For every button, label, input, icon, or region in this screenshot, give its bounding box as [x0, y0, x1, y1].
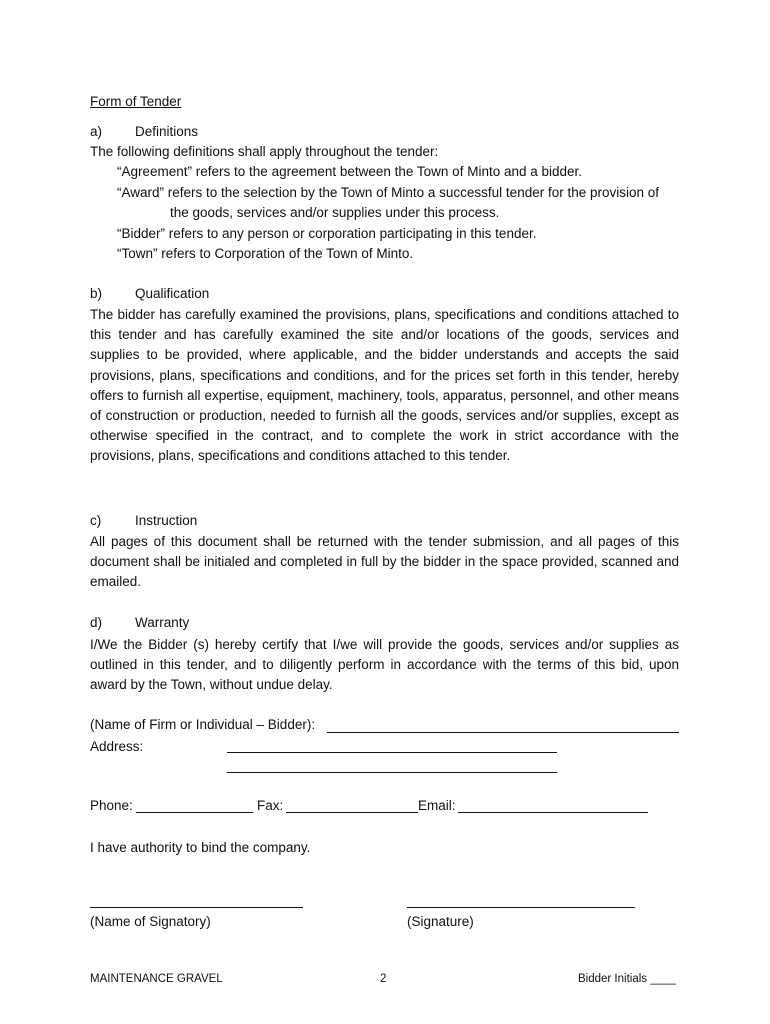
bidder-initials: Bidder Initials ____ — [578, 973, 676, 985]
definition-award-continued: the goods, services and/or supplies under this process. — [170, 205, 500, 220]
section-c-heading: Instruction — [135, 513, 198, 528]
section-c-letter: c) — [90, 513, 102, 528]
section-a-letter: a) — [90, 124, 103, 139]
firm-name-field[interactable] — [327, 732, 679, 733]
address-field-line-1[interactable] — [227, 752, 557, 753]
warranty-paragraph: I/We the Bidder (s) hereby certify that I/we will provide the goods, services and/or supplies as outlined in this tender, and to diligently perform in accordance with the terms of this bid, upon award by the Town, without undue delay. — [90, 637, 679, 693]
fax-field[interactable] — [286, 812, 418, 813]
section-a-heading: Definitions — [135, 124, 199, 139]
phone-field[interactable] — [136, 812, 253, 813]
signatory-name-field[interactable] — [90, 907, 303, 908]
signatory-name-label: (Name of Signatory) — [90, 914, 211, 929]
signature-field[interactable] — [407, 907, 635, 908]
signature-label: (Signature) — [407, 914, 474, 929]
definition-award: “Award” refers to the selection by the Town of Minto a successful tender for the provision of — [117, 185, 660, 200]
qualification-paragraph: The bidder has carefully examined the provisions, plans, specifications and conditions attached to this tender and has carefully examined the site and/or locations of the goods, services and supplies to be provided, where applicable, and the bidder understands and accepts the said provisions, plans, specifications and conditions, and for the prices set forth in this tender, hereby offers to furnish all expertise, equipment, machinery, tools, apparatus, personnel, and other means of construction or production, needed to furnish all the goods, services and/or supplies, except as otherwise specified in the contract, and to complete the work in strict accordance with the provisions, plans, specifications and conditions attached to this tender. — [90, 307, 679, 464]
address-label: Address: — [90, 739, 144, 754]
instruction-paragraph: All pages of this document shall be returned with the tender submission, and all pages of this document shall be initialed and completed in full by the bidder in the space provided, scanned and emailed. — [90, 534, 679, 590]
section-d-heading: Warranty — [135, 615, 190, 630]
definition-bidder: “Bidder” refers to any person or corporation participating in this tender. — [117, 226, 537, 241]
section-b-letter: b) — [90, 286, 103, 301]
page-title: Form of Tender — [90, 94, 182, 109]
definition-agreement: “Agreement” refers to the agreement between the Town of Minto and a bidder. — [117, 164, 583, 179]
page-number: 2 — [380, 973, 387, 985]
email-label: Email: — [418, 798, 456, 813]
footer-document-title: MAINTENANCE GRAVEL — [90, 973, 223, 985]
authority-statement: I have authority to bind the company. — [90, 840, 311, 855]
phone-label: Phone: — [90, 798, 133, 813]
firm-name-label: (Name of Firm or Individual – Bidder): — [90, 717, 316, 732]
fax-label: Fax: — [257, 798, 284, 813]
address-field-line-2[interactable] — [227, 772, 557, 773]
email-field[interactable] — [458, 812, 648, 813]
definition-town: “Town” refers to Corporation of the Town of Minto. — [117, 246, 414, 261]
definitions-intro: The following definitions shall apply throughout the tender: — [90, 144, 439, 159]
section-b-heading: Qualification — [135, 286, 210, 301]
section-d-letter: d) — [90, 615, 103, 630]
